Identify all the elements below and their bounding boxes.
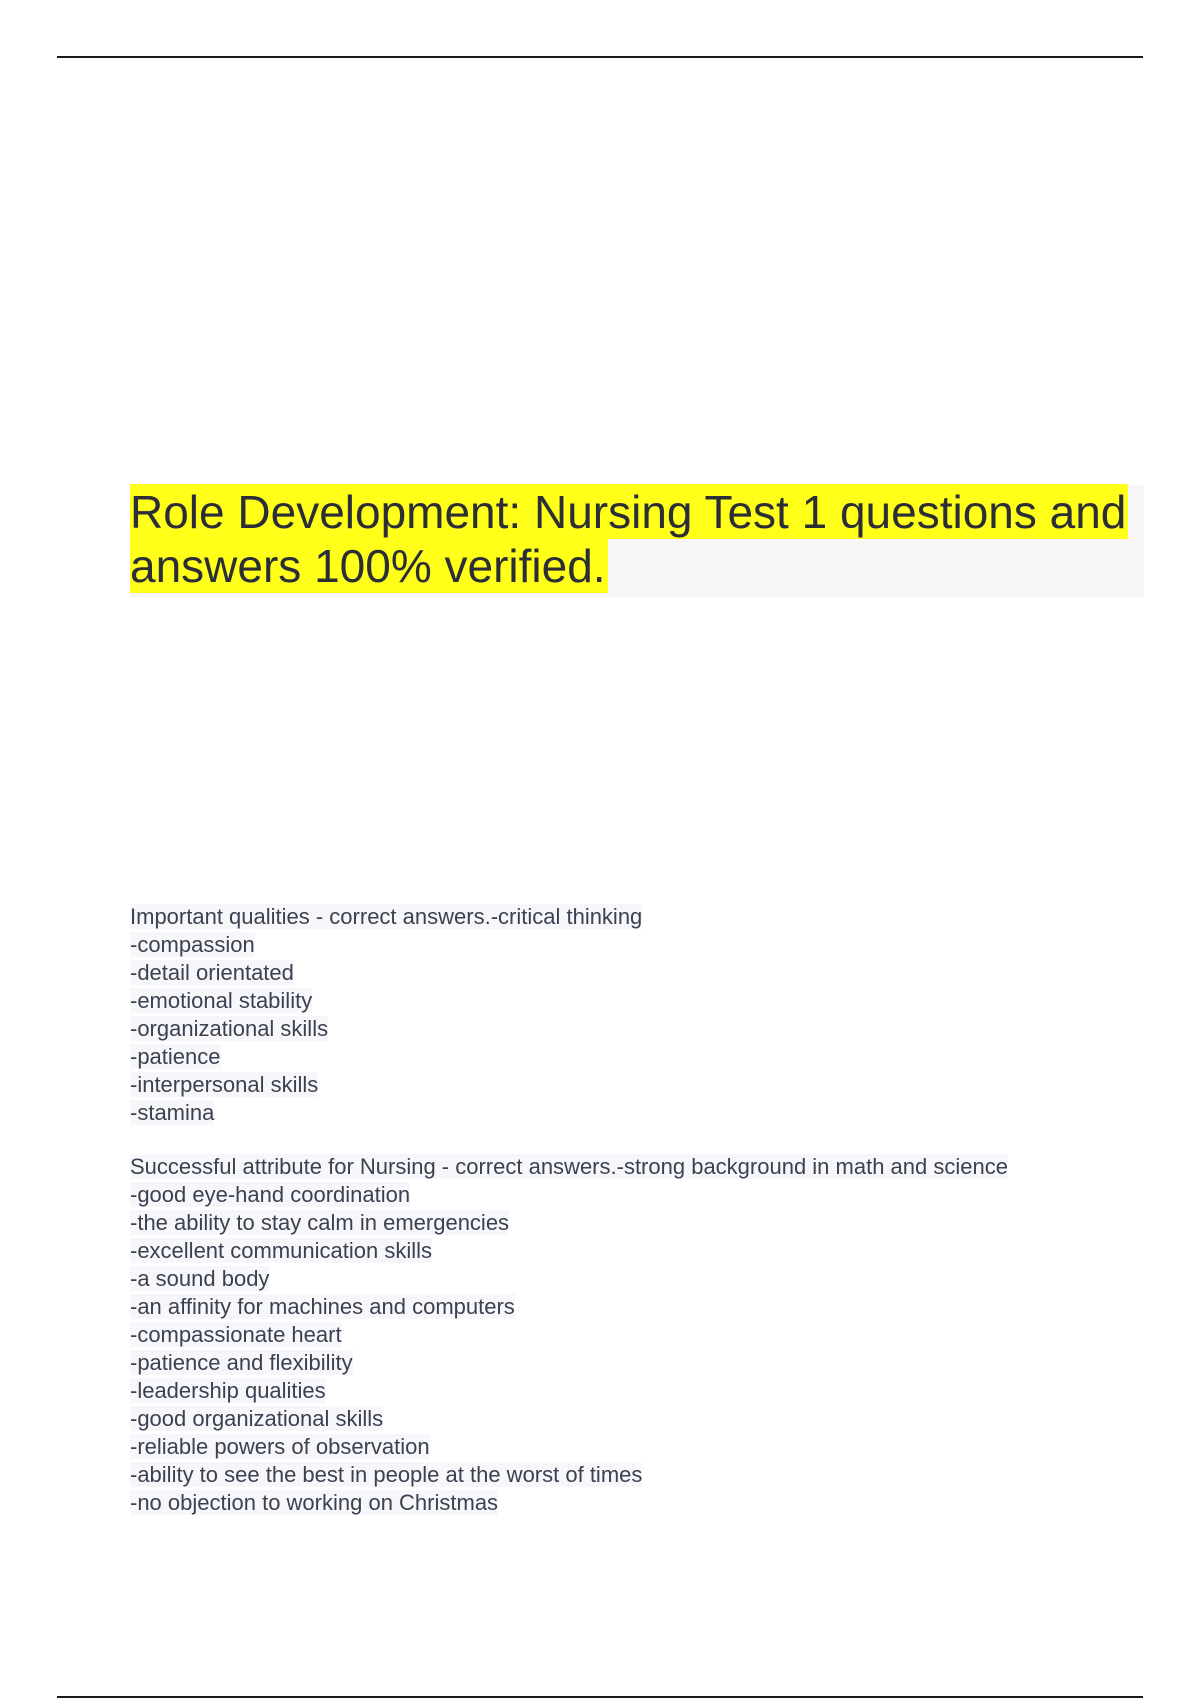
qa-line: -patience and flexibility	[130, 1350, 353, 1375]
qa-line: -ability to see the best in people at the worst of times	[130, 1462, 643, 1487]
qa-line: -compassionate heart	[130, 1322, 342, 1347]
qa-successful-attributes	[130, 1153, 1130, 1517]
qa-line: -patience	[130, 1044, 221, 1069]
qa-important-qualities	[130, 903, 1130, 1127]
qa-line: -leadership qualities	[130, 1378, 326, 1403]
qa-line: Successful attribute for Nursing - correct answers.-strong background in math and science	[130, 1154, 1008, 1179]
qa-line: -good eye-hand coordination	[130, 1182, 411, 1207]
top-rule	[57, 56, 1143, 58]
qa-line: -interpersonal skills	[130, 1072, 319, 1097]
bottom-rule	[57, 1696, 1143, 1698]
qa-line: -excellent communication skills	[130, 1238, 432, 1263]
qa-line: -organizational skills	[130, 1016, 329, 1041]
document-title	[130, 485, 1130, 593]
qa-line: -a sound body	[130, 1266, 270, 1291]
qa-line: -compassion	[130, 932, 255, 957]
qa-line: -stamina	[130, 1100, 215, 1125]
qa-line: -emotional stability	[130, 988, 313, 1013]
qa-line: -reliable powers of observation	[130, 1434, 430, 1459]
qa-line: -no objection to working on Christmas	[130, 1490, 499, 1515]
qa-line: -the ability to stay calm in emergencies	[130, 1210, 510, 1235]
qa-line: -an affinity for machines and computers	[130, 1294, 515, 1319]
title-highlight: Role Development: Nursing Test 1 questions and answers 100% verified.	[130, 486, 1127, 592]
qa-line: -good organizational skills	[130, 1406, 384, 1431]
qa-line: Important qualities - correct answers.-critical thinking	[130, 904, 643, 929]
qa-line: -detail orientated	[130, 960, 294, 985]
